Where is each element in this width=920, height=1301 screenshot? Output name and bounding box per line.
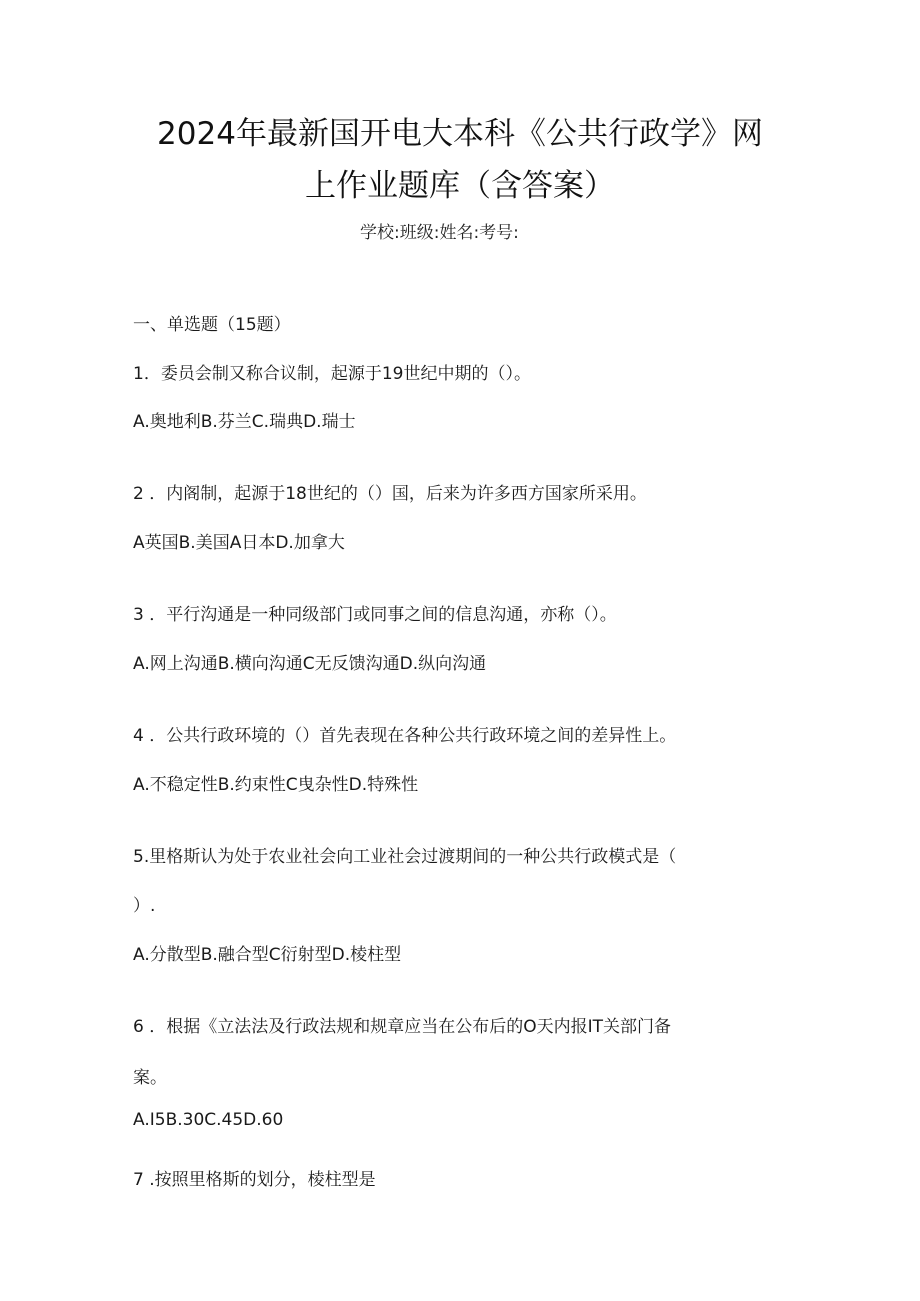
question-2-options: A英国B.美国A日本D.加拿大	[133, 533, 345, 553]
title-line-2: 上作业题库（含答案）	[305, 168, 615, 204]
title-line-1: 2024年最新国开电大本科《公共行政学》网	[157, 116, 763, 152]
question-5-text: 5.里格斯认为处于农业社会向工业社会过渡期间的一种公共行政模式是（	[133, 847, 677, 867]
question-1-text: 1．委员会制又称合议制，起源于19世纪中期的（）。	[133, 364, 531, 384]
question-3-options: A.网上沟通B.横向沟通C无反馈沟通D.纵向沟通	[133, 654, 487, 674]
question-6-options: A.I5B.30C.45D.60	[133, 1110, 284, 1130]
question-4-options: A.不稳定性B.约束性C曳杂性D.特殊性	[133, 775, 419, 795]
question-5-text-continued: ）.	[133, 896, 156, 916]
question-7-text: 7 .按照里格斯的划分，棱柱型是	[133, 1170, 376, 1190]
document-title	[0, 108, 920, 212]
question-2-text: 2 ．内阁制，起源于18世纪的（）国，后来为许多西方国家所采用。	[133, 484, 647, 504]
section-heading: 一、单选题（15题）	[133, 315, 291, 335]
question-6-text: 6 ．根据《立法法及行政法规和规章应当在公布后的O天内报IT关部门备	[133, 1017, 671, 1037]
question-6-text-continued: 案。	[133, 1068, 167, 1088]
question-3-text: 3 ．平行沟通是一种同级部门或同事之间的信息沟通，亦称（）。	[133, 605, 617, 625]
question-1-options: A.奥地利B.芬兰C.瑞典D.瑞士	[133, 412, 356, 432]
question-4-text: 4 ．公共行政环境的（）首先表现在各种公共行政环境之间的差异性上。	[133, 726, 677, 746]
question-5-options: A.分散型B.融合型C衍射型D.棱柱型	[133, 945, 402, 965]
student-info-line: 学校:班级:姓名:考号:	[360, 223, 519, 243]
